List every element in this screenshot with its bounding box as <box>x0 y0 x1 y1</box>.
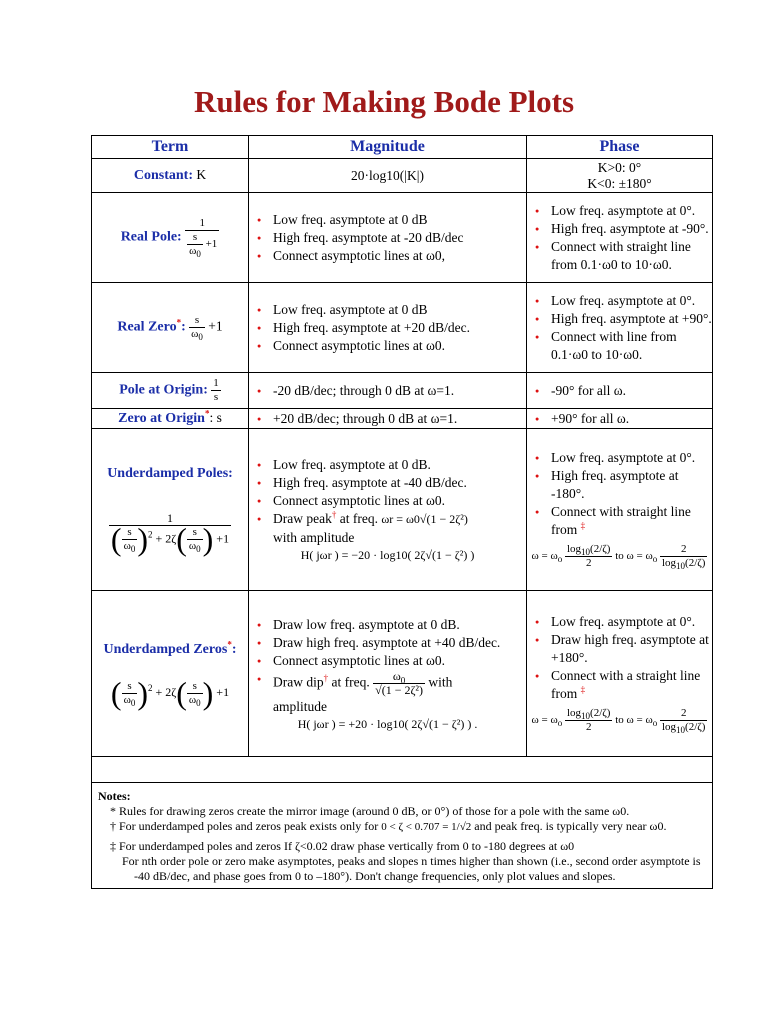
list-item: ● Low freq. asymptote at 0°. <box>551 449 712 467</box>
list-item: ● High freq. asymptote at +90°. <box>551 310 712 328</box>
phase-pole-origin <box>527 373 713 409</box>
list-item: ● High freq. asymptote at -180°. <box>551 467 712 503</box>
list-item: ● High freq. asymptote at -90°. <box>551 220 712 238</box>
notes-section <box>92 783 713 889</box>
note-nth-order: For nth order pole or zero make asymptotes, peaks and slopes n times higher than shown (i.e., second order asymptote is -40 dB/dec, and phase goes from 0 to –180°). Don't change frequencies, only plot values and slopes. <box>122 854 701 883</box>
notes-heading: Notes: <box>98 789 131 803</box>
list-item: ● High freq. asymptote at -40 dB/dec. <box>273 474 526 492</box>
real-pole-fraction: 1 $\frac{s}{\omega_0}$ +1 <box>185 217 219 258</box>
list-item: ● +20 dB/dec; through 0 dB at ω=1. <box>273 410 526 428</box>
phase-underdamped-poles <box>527 429 713 591</box>
row-underdamped-poles <box>92 429 713 591</box>
header-term: Term <box>92 136 249 159</box>
list-item: ● Draw dip† at freq. $\frac{\omega_0}{\text{√(1 − 2ζ²)}}$ with <box>273 670 526 697</box>
mag-real-pole <box>249 193 527 283</box>
list-item: ● High freq. asymptote at -20 dB/dec <box>273 229 526 247</box>
phase-constant: K>0: 0° K<0: ±180° <box>527 159 713 193</box>
term-underdamped-zeros: Underdamped Zeros*: ( $\frac{s}{\omega_0}$ )$^2$ + 2ζ( $\frac{s}{\omega_0}$ ) +1 <box>92 591 249 757</box>
row-notes <box>92 783 713 889</box>
mag-constant: 20·log10(|K|) <box>249 159 527 193</box>
list-item: ● Draw low freq. asymptote at 0 dB. <box>273 616 526 634</box>
header-magnitude: Magnitude <box>249 136 527 159</box>
list-item: ● Low freq. asymptote at 0 dB. <box>273 456 526 474</box>
page-title: Rules for Making Bode Plots <box>193 84 575 119</box>
phase-range-formula: $\omega = \omega_o$ $\frac{\log_{10}(2/\zeta)}{2}$ to $\omega = \omega_o$ $\frac{2}{\log_{10}(2/\zeta)}$ <box>531 543 706 572</box>
phase-zero-origin <box>527 409 713 429</box>
list-item: ● Connect asymptotic lines at ω0. <box>273 492 526 510</box>
term-pole-origin: Pole at Origin: $\frac{1}{s}$ <box>92 373 249 409</box>
phase-underdamped-zeros <box>527 591 713 757</box>
phase-real-zero <box>527 283 713 373</box>
term-real-zero: Real Zero*: $\frac{s}{\omega_0}$ +1 <box>92 283 249 373</box>
note-peak-exists: † For underdamped poles and zeros peak exists only for 0 < ζ < 0.707 = 1/√2 and peak freq. is typically very near ω0. <box>110 819 667 833</box>
mag-pole-origin <box>249 373 527 409</box>
mag-underdamped-zeros: ● Draw low freq. asymptote at 0 dB. ● Draw high freq. asymptote at +40 dB/dec. ● Connect asymptotic lines at ω0. ● Draw dip† at freq. $\frac{\omega_0}{\text{√(1 − 2ζ²)}}$ with amplitude H( jωr ) = +20 · log10( 2ζ√(1 − ζ²) ) . <box>249 591 527 757</box>
list-item: ● Low freq. asymptote at 0°. <box>551 292 712 310</box>
list-item: ● High freq. asymptote at +20 dB/dec. <box>273 319 526 337</box>
list-item: ● Low freq. asymptote at 0 dB <box>273 301 526 319</box>
row-constant <box>92 159 713 193</box>
row-pole-origin <box>92 373 713 409</box>
bode-rules-table <box>91 135 713 889</box>
list-item: ● Connect asymptotic lines at ω0, <box>273 247 526 265</box>
list-item: ● Connect with straight line from 0.1·ω0 to 10·ω0. <box>551 238 712 274</box>
mag-zero-origin <box>249 409 527 429</box>
row-zero-origin <box>92 409 713 429</box>
header-phase: Phase <box>527 136 713 159</box>
list-item: ● Draw high freq. asymptote at +180°. <box>551 631 712 667</box>
underdamped-zeros-expression: ( $\frac{s}{\omega_0}$ )$^2$ + 2ζ( $\frac{s}{\omega_0}$ ) +1 <box>110 674 230 711</box>
row-underdamped-zeros <box>92 591 713 757</box>
list-item: ● Low freq. asymptote at 0°. <box>551 613 712 631</box>
term-constant: Constant: K <box>92 159 249 193</box>
list-item: ● Connect asymptotic lines at ω0. <box>273 652 526 670</box>
term-real-pole: Real Pole: 1 $\frac{s}{\omega_0}$ +1 <box>92 193 249 283</box>
mag-real-zero <box>249 283 527 373</box>
row-real-zero <box>92 283 713 373</box>
list-item: ● Low freq. asymptote at 0 dB <box>273 211 526 229</box>
list-item: ● Connect with straight line from ‡ <box>551 503 712 539</box>
note-zeros-mirror: * Rules for drawing zeros create the mirror image (around 0 dB, or 0°) of those for a pole with the same ω0. <box>110 804 630 818</box>
list-item: ● Connect asymptotic lines at ω0. <box>273 337 526 355</box>
dip-freq-formula: $\frac{\omega_0}{\text{√(1 − 2ζ²)}}$ <box>375 668 424 697</box>
list-item: ● -90° for all ω. <box>551 382 712 400</box>
list-item: ● Connect with line from 0.1·ω0 to 10·ω0. <box>551 328 712 364</box>
mag-underdamped-poles: ● Low freq. asymptote at 0 dB. ● High freq. asymptote at -40 dB/dec. ● Connect asymptotic lines at ω0. ● Draw peak† at freq. ωr = ω0√(1 − 2ζ²) with amplitude H( jωr ) = −20 · log10( 2ζ√(1 − ζ²) ) <box>249 429 527 591</box>
header-row <box>92 136 713 159</box>
list-item: ● Connect with a straight line from ‡ <box>551 667 712 703</box>
term-zero-origin: Zero at Origin*: s <box>92 409 249 429</box>
list-item: ● -20 dB/dec; through 0 dB at ω=1. <box>273 382 526 400</box>
list-item: ● Draw high freq. asymptote at +40 dB/dec. <box>273 634 526 652</box>
list-item: ● Low freq. asymptote at 0°. <box>551 202 712 220</box>
peak-amplitude-formula: H( jωr ) = −20 · log10( 2ζ√(1 − ζ²) ) <box>300 548 475 562</box>
underdamped-poles-fraction: 1 ( $\frac{s}{\omega_0}$ )$^2$ + 2ζ( $\frac{s}{\omega_0}$ ) +1 <box>110 511 230 557</box>
dip-amplitude-formula: H( jωr ) = +20 · log10( 2ζ√(1 − ζ²) ) . <box>297 716 478 731</box>
term-underdamped-poles: Underdamped Poles: 1 ( $\frac{s}{\omega_0}$ )$^2$ + 2ζ( $\frac{s}{\omega_0}$ ) +1 <box>92 429 249 591</box>
row-real-pole <box>92 193 713 283</box>
phase-real-pole <box>527 193 713 283</box>
real-zero-fraction: $\frac{s}{\omega_0}$ <box>191 314 203 343</box>
note-low-damping: ‡ For underdamped poles and zeros If ζ<0.02 draw phase vertically from 0 to -180 degrees at ω0 <box>110 839 575 853</box>
constant-term: K <box>196 167 207 182</box>
list-item: ● +90° for all ω. <box>551 410 712 428</box>
phase-range-formula-zeros: $\omega = \omega_o$ $\frac{\log_{10}(2/\zeta)}{2}$ to $\omega = \omega_o$ $\frac{2}{\log_{10}(2/\zeta)}$ <box>531 707 706 736</box>
row-spacer <box>92 757 713 783</box>
list-item: ● Draw peak† at freq. ωr = ω0√(1 − 2ζ²) <box>273 510 526 528</box>
peak-freq-formula: ωr = ω0√(1 − 2ζ²) <box>381 512 468 526</box>
